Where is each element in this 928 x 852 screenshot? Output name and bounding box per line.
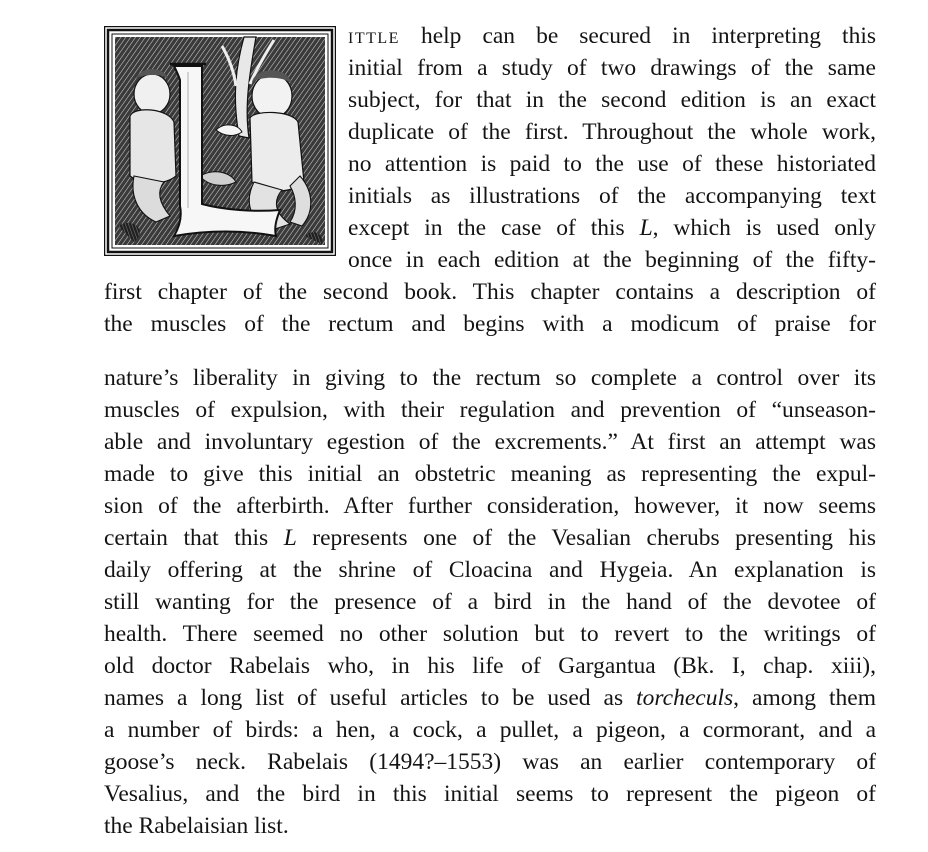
historiated-initial-woodcut: [104, 26, 336, 256]
lead-smallcaps: ittle: [348, 23, 400, 49]
line-6-pre: certain that this: [104, 525, 284, 551]
italic-L: L: [639, 215, 653, 241]
paragraph2-line-10: old doctor Rabelais who, in his life of Gargantua (Bk. I, chap. xiii),: [104, 653, 876, 679]
paragraph1-line-5: no attention is paid to the use of these historiated: [348, 151, 876, 177]
paragraph1-line-1: [348, 20, 876, 52]
line-1-text: help can be secured in interpreting this: [399, 23, 876, 49]
paragraph1-line-9: first chapter of the second book. This chapter contains a description of: [104, 279, 876, 305]
paragraph2-line-2: muscles of expulsion, with their regulation and prevention of “unseason-: [104, 397, 876, 423]
paragraph1-line-6: initials as illustrations of the accompanying text: [348, 183, 876, 209]
paragraph2-line-7: daily offering at the shrine of Cloacina and Hygeia. An explanation is: [104, 557, 876, 583]
italic-torcheculs: torcheculs: [636, 685, 734, 711]
paragraph1-line-4: duplicate of the first. Throughout the whole work,: [348, 119, 876, 145]
line-12-post: , among them: [733, 685, 876, 711]
paragraph2-line-9: health. There seemed no other solution but to revert to the writings of: [104, 621, 876, 647]
paragraph2-line-12: a number of birds: a hen, a cock, a pullet, a pigeon, a cormorant, and a: [104, 717, 876, 743]
paragraph1-line-2: initial from a study of two drawings of the same: [348, 55, 876, 81]
paragraph1-line-3: subject, for that in the second edition is an exact: [348, 87, 876, 113]
paragraph2-line-3: able and involuntary egestion of the excrements.” At first an attempt was: [104, 429, 876, 455]
paragraph2-line-11: [104, 682, 876, 714]
line-12-pre: names a long list of useful articles to be used as: [104, 685, 637, 711]
paragraph1-line-7: [348, 212, 876, 244]
line-7-post: , which is used only: [652, 215, 876, 241]
paragraph2-line-14: Vesalius, and the bird in this initial seems to represent the pigeon of: [104, 781, 876, 807]
paragraph2-line-8: still wanting for the presence of a bird in the hand of the devotee of: [104, 589, 876, 615]
paragraph2-line-15: the Rabelaisian list.: [104, 813, 289, 839]
paragraph2-line-6: [104, 522, 876, 554]
paragraph1-line-10: the muscles of the rectum and begins with a modicum of praise for: [104, 311, 876, 337]
paragraph2-line-4: made to give this initial an obstetric meaning as representing the expul-: [104, 461, 876, 487]
line-6-post: represents one of the Vesalian cherubs presenting his: [296, 525, 876, 551]
paragraph1-line-8: once in each edition at the beginning of the fifty-: [348, 247, 876, 273]
paragraph2-line-5: sion of the afterbirth. After further consideration, however, it now seems: [104, 493, 876, 519]
line-7-pre: except in the case of this: [348, 215, 640, 241]
paragraph2-line-1: nature’s liberality in giving to the rectum so complete a control over its: [104, 365, 876, 391]
italic-L: L: [283, 525, 297, 551]
paragraph2-line-13: goose’s neck. Rabelais (1494?–1553) was an earlier contemporary of: [104, 749, 876, 775]
